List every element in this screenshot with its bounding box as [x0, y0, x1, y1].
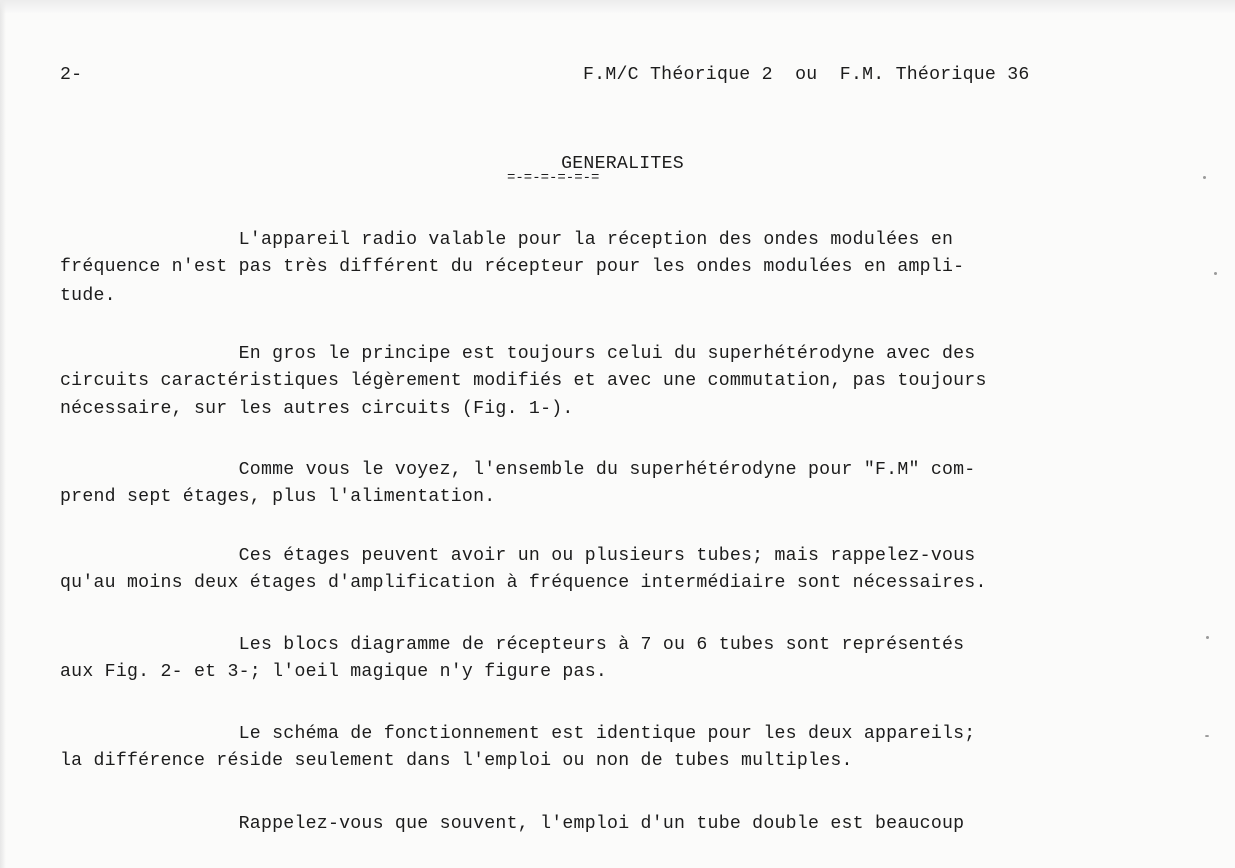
paragraph-line: qu'au moins deux étages d'amplification à fréquence intermédiaire sont nécessaires. [60, 573, 987, 593]
paragraph-line: En gros le principe est toujours celui du superhétérodyne avec des [60, 344, 976, 364]
scan-speck [1206, 636, 1209, 639]
page-number: 2- [60, 65, 83, 85]
paragraph-line: aux Fig. 2- et 3-; l'oeil magique n'y figure pas. [60, 662, 608, 682]
paragraph-line: prend sept étages, plus l'alimentation. [60, 487, 496, 507]
paragraph-line: fréquence n'est pas très différent du récepteur pour les ondes modulées en ampli- [60, 257, 965, 277]
section-title: GENERALITES [561, 154, 684, 174]
paragraph-line: nécessaire, sur les autres circuits (Fig. 1-). [60, 399, 574, 419]
scan-speck [1214, 272, 1217, 275]
title-underline: =-=-=-=-=-= [507, 170, 600, 186]
paragraph-line: Rappelez-vous que souvent, l'emploi d'un tube double est beaucoup [60, 814, 965, 834]
paragraph-line: L'appareil radio valable pour la réception des ondes modulées en [60, 230, 954, 250]
paragraph-line: Ces étages peuvent avoir un ou plusieurs tubes; mais rappelez-vous [60, 546, 976, 566]
paragraph-line: circuits caractéristiques légèrement modifiés et avec une commutation, pas toujours [60, 371, 987, 391]
paragraph-line: Le schéma de fonctionnement est identique pour les deux appareils; [60, 724, 976, 744]
paragraph-line: la différence réside seulement dans l'emploi ou non de tubes multiples. [60, 751, 853, 771]
scan-speck [1205, 735, 1209, 737]
scan-speck [1203, 176, 1206, 179]
paragraph-line: Les blocs diagramme de récepteurs à 7 ou 6 tubes sont représentés [60, 635, 965, 655]
course-reference: F.M/C Théorique 2 ou F.M. Théorique 36 [583, 65, 1030, 85]
paragraph-line: tude. [60, 286, 116, 306]
paragraph-line: Comme vous le voyez, l'ensemble du superhétérodyne pour "F.M" com- [60, 460, 976, 480]
